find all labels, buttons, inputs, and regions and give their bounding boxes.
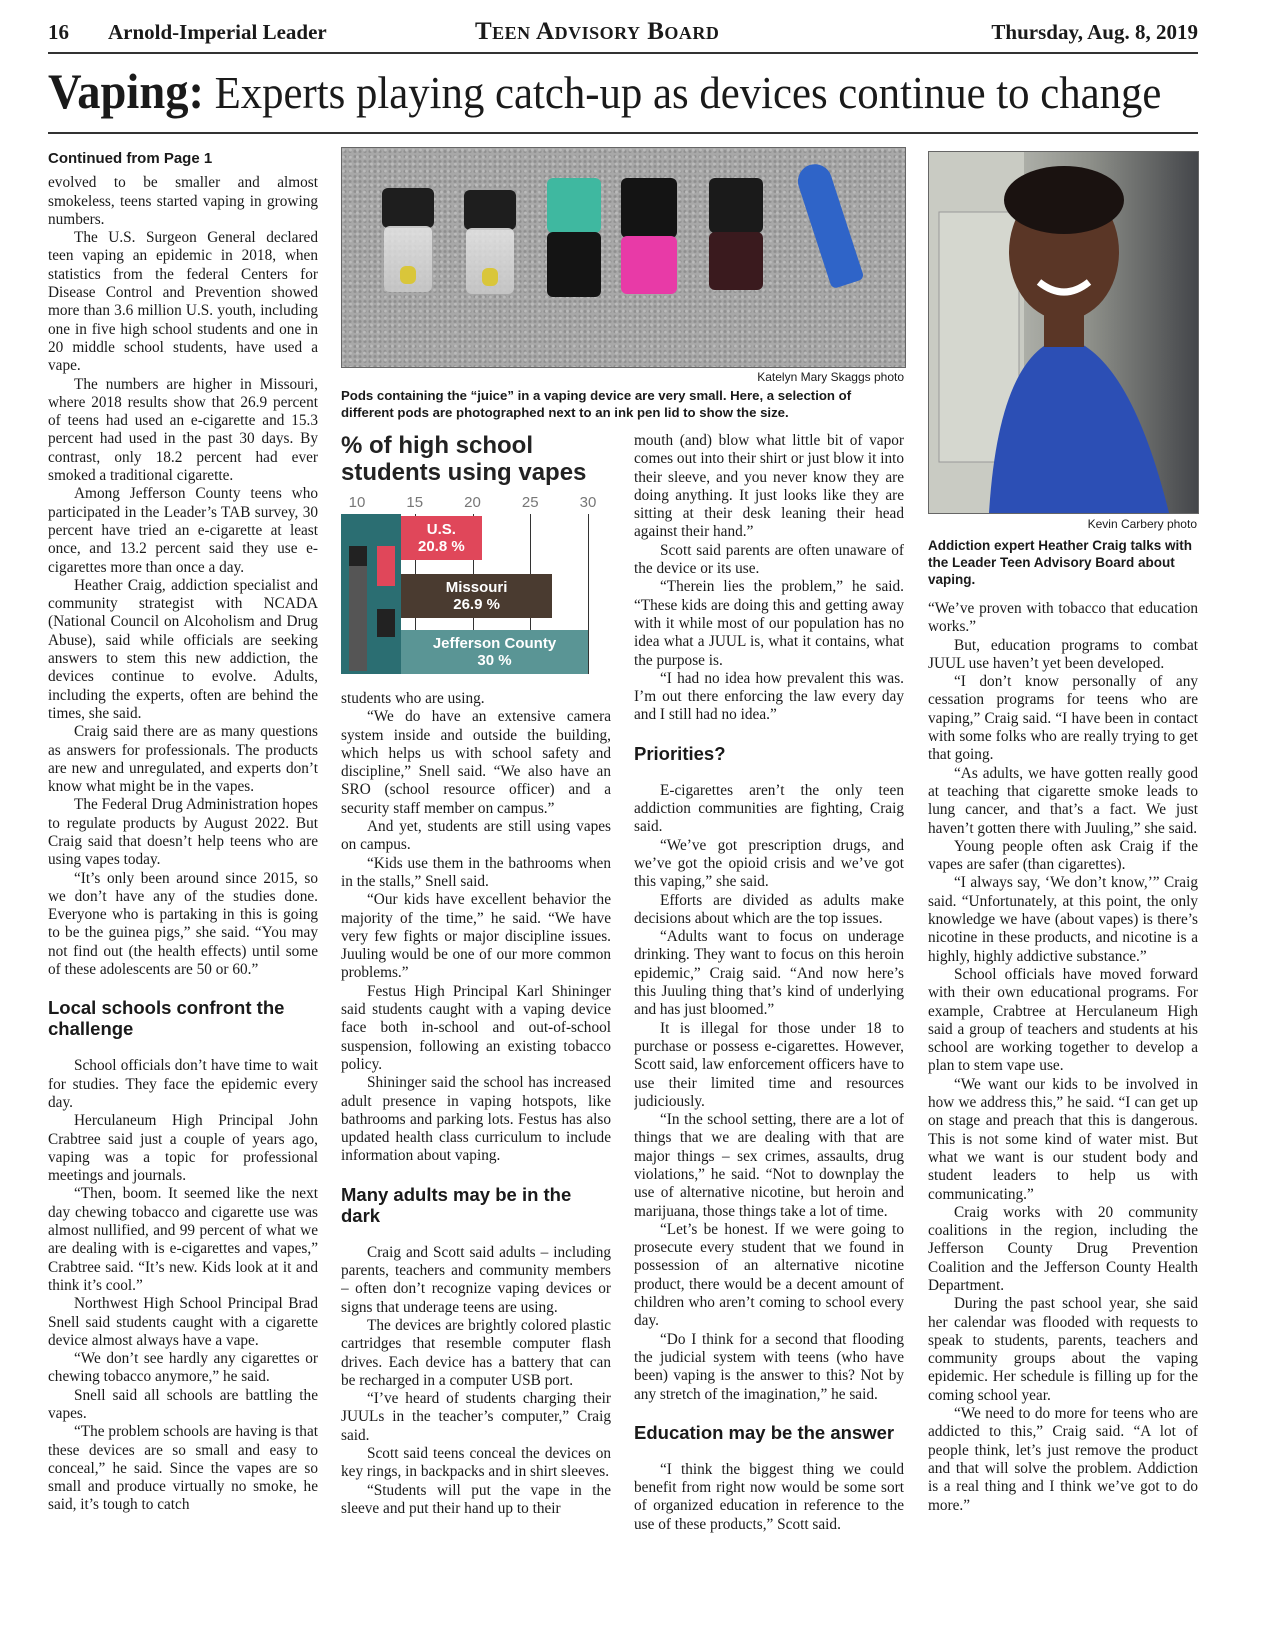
paragraph: “It’s only been around since 2015, so we don’t have any of the studies done. Everyone who is partaking in this is going to be the guinea pigs,” she said. “You may not find out (the health effects) until some of these adolescents are 50 or 60.” xyxy=(48,869,318,979)
paragraph: It is illegal for those under 18 to purchase or possess e-cigarettes. However, Scott said, law enforcement officers have to use their limited time and resources judiciously. xyxy=(634,1019,904,1110)
bar xyxy=(401,516,482,560)
headline-title: Experts playing catch-up as devices continue to change xyxy=(214,67,1162,118)
subheading: Priorities? xyxy=(634,742,726,764)
column-3 xyxy=(634,432,904,1550)
x-tick-label: 15 xyxy=(406,494,424,511)
paragraph: “Let’s be honest. If we were going to prosecute every student that we found in possession of an alternative nicotine product, there would be a decent amount of children who aren’t coming to school every day. xyxy=(634,1220,904,1330)
paragraph: “We don’t see hardly any cigarettes or chewing tobacco anymore,” he said. xyxy=(48,1350,318,1386)
column-2 xyxy=(341,690,611,1550)
paragraph: “Therein lies the problem,” he said. “These kids are doing this and getting away with it while most of our population has no idea what a JUUL is, what it contains, what the purpose is. xyxy=(634,578,904,669)
paragraph: Snell said all schools are battling the vapes. xyxy=(48,1386,318,1422)
bar-category-label: U.S. xyxy=(426,521,456,538)
paragraph: “We’ve got prescription drugs, and we’ve got the opioid crisis and we’ve got this vaping,” she said. xyxy=(634,836,904,891)
paragraph: Northwest High School Principal Brad Snell said students caught with a cigarette device almost always have a vape. xyxy=(48,1295,318,1349)
paragraph: “As adults, we have gotten really good at teaching that cigarette smoke leads to lung cancer, and that’s a fact. We just haven’t gotten there with Juuling,” she said. xyxy=(928,764,1198,837)
x-tick-label: 25 xyxy=(521,494,539,511)
paragraph: “We’ve proven with tobacco that education works.” xyxy=(928,600,1198,636)
column-1 xyxy=(48,150,318,1550)
bar-value-label: 26.9 % xyxy=(453,596,500,613)
paragraph: But, education programs to combat JUUL use haven’t yet been developed. xyxy=(928,636,1198,672)
paragraph: “I always say, ‘We don’t know,’” Craig said. “Unfortunately, at this point, the only knowledge we have (about vapes) is there’s nicotine in these products, and nicotine is a highly, highly addictive substance.” xyxy=(928,874,1198,965)
x-tick-label: 20 xyxy=(464,494,481,511)
paragraph: Craig works with 20 community coalitions in the region, including the Jefferson County Drug Prevention Coalition and the Jefferson County Health Department. xyxy=(928,1203,1198,1294)
paragraph: Efforts are divided as adults make decisions about which are the top issues. xyxy=(634,891,904,927)
gridline xyxy=(588,514,589,674)
headline-rule xyxy=(48,132,1198,134)
paragraph: “I’ve heard of students charging their JUULs in the teacher’s computer,” Craig said. xyxy=(341,1390,611,1444)
paragraph: Young people often ask Craig if the vapes are safer (than cigarettes). xyxy=(928,837,1198,874)
paragraph: students who are using. xyxy=(341,690,485,707)
paragraph: “Do I think for a second that flooding the judicial system with teens (who have been) vaping is the answer to this? Not by any stretch of the imagination,” he said. xyxy=(634,1330,904,1403)
paragraph: The U.S. Surgeon General declared teen vaping an epidemic in 2018, when statistics from the federal Centers for Disease Control and Prevention showed more than 3.6 million U.S. youth, including one in five high school students and one in 20 middle school students, have used a vape. xyxy=(48,229,318,375)
vaping-chart xyxy=(341,432,611,682)
paper-name: Arnold-Imperial Leader xyxy=(108,20,327,44)
headline xyxy=(48,62,1161,120)
paragraph: Craig and Scott said adults – including parents, teachers and community members – often don’t recognize vaping devices or signs that underage teens are using. xyxy=(341,1243,611,1316)
paragraph: The numbers are higher in Missouri, where 2018 results show that 26.9 percent of teens had used an e-cigarette and 15.3 percent had used in the past 30 days. By contrast, only 18.2 percent had ever smoked a traditional cigarette. xyxy=(48,375,318,485)
juul-device-illustration xyxy=(341,514,401,674)
photo1-caption: Pods containing the “juice” in a vaping device are very small. Here, a selection of different pods are photographed next to an ink pen lid to show the size. xyxy=(341,388,852,420)
paragraph: “Adults want to focus on underage drinking. They want to focus on this heroin epidemic,” Craig said. “And now here’s this Juuling thing that’s kind of underlying and has just bloomed.” xyxy=(634,928,904,1019)
photo2-caption: Addiction expert Heather Craig talks with the Leader Teen Advisory Board about vaping. xyxy=(928,538,1193,587)
vape-pods-photo xyxy=(341,147,906,368)
x-tick-label: 30 xyxy=(579,494,597,511)
paragraph: Festus High Principal Karl Shininger said students caught with a vaping device face both in-school and out-of-school suspension, following an existing tobacco policy. xyxy=(341,982,611,1073)
paragraph: “Kids use them in the bathrooms when in the stalls,” Snell said. xyxy=(341,854,611,890)
x-tick-label: 10 xyxy=(348,494,366,511)
paragraph: The Federal Drug Administration hopes to regulate products by August 2022. But Craig said that doesn’t help teens who are using vapes today. xyxy=(48,796,318,869)
paragraph: E-cigarettes aren’t the only teen addiction communities are fighting, Craig said. xyxy=(634,781,904,836)
paragraph: “Students will put the vape in the sleeve and put their hand up to their xyxy=(341,1481,611,1517)
chart-title: % of high school students using vapes xyxy=(341,432,587,486)
paragraph: “We need to do more for teens who are addicted to this,” Craig said. “A lot of people think, let’s just remove the product and that will solve the problem. Addiction is a real thing and I think we’ve got to do more.” xyxy=(928,1405,1198,1514)
paragraph: mouth (and) blow what little bit of vapor comes out into their shirt or just blow it into their sleeve, and you never know they are doing anything. It just looks like they are sitting at their desk leaning their head against their hand.” xyxy=(634,432,904,541)
paragraph: “In the school setting, there are a lot of things that we are dealing with that are major things – sex crimes, assaults, drug violations,” he said. “Not to downplay the use of alternative nicotine, but heroin and marijuana, those things take a lot of time. xyxy=(634,1111,904,1220)
paragraph: evolved to be smaller and almost smokeless, teens started vaping in growing numbers. xyxy=(48,174,318,228)
bar xyxy=(401,630,588,674)
paragraph: Herculaneum High Principal John Crabtree said just a couple of years ago, vaping was a topic for professional meetings and journals. xyxy=(48,1112,318,1185)
paragraph: “I had no idea how prevalent this was. I’m out there enforcing the law every day and I still had no idea.” xyxy=(634,669,904,724)
photo2-credit: Kevin Carbery photo xyxy=(1087,517,1197,531)
paragraph: Heather Craig, addiction specialist and community strategist with NCADA (National Council on Alcoholism and Drug Abuse), said while officials are seeking answers to stem this new addiction, the devices continue to evolve. Adults, including the experts, often are behind the times, she said. xyxy=(48,576,318,722)
paragraph: “Our kids have excellent behavior the majority of the time,” he said. “We have very few fights or major discipline issues. Juuling would be one of our more common problems.” xyxy=(341,891,611,982)
bar-category-label: Jefferson County xyxy=(432,635,557,652)
paragraph: “I think the biggest thing we could benefit from right now would be some sort of organized education in reference to the use of these products,” Scott said. xyxy=(634,1460,904,1533)
bar-category-label: Missouri xyxy=(445,579,508,596)
paragraph: Scott said teens conceal the devices on key rings, in backpacks and in shirt sleeves. xyxy=(341,1444,611,1481)
paragraph: “The problem schools are having is that these devices are so small and easy to conceal,” he said. Since the vapes are so small and produce virtually no smoke, he said, it’s tough to catch xyxy=(48,1423,318,1514)
paragraph: School officials don’t have time to wait for studies. They face the epidemic every day. xyxy=(48,1057,318,1111)
paragraph: “Then, boom. It seemed like the next day chewing tobacco and cigarette use was almost nullified, and 99 percent of what we are dealing with is e-cigarettes and vapes,” Crabtree said. “It’s new. Kids look at it and think it’s cool.” xyxy=(48,1185,318,1294)
paragraph: And yet, students are still using vapes on campus. xyxy=(341,818,611,854)
subheading: Local schools confront the challenge xyxy=(48,997,285,1040)
headline-kicker: Vaping: xyxy=(48,63,204,119)
page-number: 16 xyxy=(48,20,69,44)
paragraph: The devices are brightly colored plastic cartridges that resemble computer flash drives. Each device has a battery that can be recharged in a computer USB port. xyxy=(341,1316,611,1389)
paragraph: Shininger said the school has increased adult presence in vaping hotspots, like bathrooms and parking lots. Festus has also updated health class curriculum to include information about vaping. xyxy=(341,1074,611,1165)
subheading: Many adults may be in the dark xyxy=(341,1183,572,1226)
paragraph: Craig said there are as many questions as answers for professionals. The products are new and unregulated, and experts don’t know what might be in the vapes. xyxy=(48,723,318,796)
paragraph: During the past school year, she said her calendar was flooded with requests to speak to students, parents, teachers and community groups about the vaping epidemic. Her schedule is filling up for the coming school year. xyxy=(928,1295,1198,1404)
masthead-rule xyxy=(48,52,1198,54)
bar-value-label: 20.8 % xyxy=(418,538,465,555)
subheading: Education may be the answer xyxy=(634,1421,895,1443)
photo1-credit: Katelyn Mary Skaggs photo xyxy=(757,370,904,384)
bar xyxy=(401,574,552,618)
column-4 xyxy=(928,600,1198,1550)
continued-label: Continued from Page 1 xyxy=(48,150,213,167)
paragraph: “We do have an extensive camera system inside and outside the building, which helps us with school safety and discipline,” Snell said. “We also have an SRO (school resource officer) and a security staff member on campus.” xyxy=(341,708,611,817)
paragraph: “I don’t know personally of any cessation programs for teens who are vaping,” Craig said. “I have been in contact with some folks who are really trying to get that going. xyxy=(928,673,1198,764)
paragraph: School officials have moved forward with their own educational programs. For example, Crabtree at Herculaneum High said a group of teachers and students at his school are working together to develop a plan to stem vape use. xyxy=(928,965,1198,1075)
paragraph: “We want our kids to be involved in how we address this,” he said. “I can get up on stage and preach that this is dangerous. This is not some kind of water mist. But what we want is our student body and student leaders to help us with communicating.” xyxy=(928,1075,1198,1203)
heather-craig-portrait xyxy=(928,151,1199,514)
paragraph: Scott said parents are often unaware of the device or its use. xyxy=(634,541,904,578)
issue-date: Thursday, Aug. 8, 2019 xyxy=(991,20,1198,44)
paragraph: Among Jefferson County teens who participated in the Leader’s TAB survey, 30 percent have tried an e-cigarette at least once, and 13.2 percent said they use e-cigarettes more than once a day. xyxy=(48,485,318,576)
section-title: Teen Advisory Board xyxy=(475,18,720,45)
bar-value-label: 30 % xyxy=(477,652,512,669)
